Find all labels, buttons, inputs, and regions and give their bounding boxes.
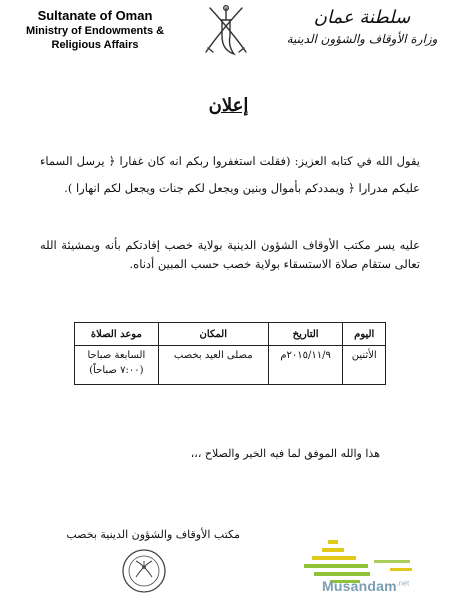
prayer-schedule-table	[74, 322, 386, 385]
english-header-line-3: Religious Affairs	[51, 39, 139, 51]
header-day: اليوم	[343, 323, 386, 346]
ministry-english-header	[20, 8, 170, 52]
arabic-header-line-1: سلطنة عمان	[313, 7, 411, 28]
ministry-arabic-header	[277, 6, 447, 48]
prayer-time-clock: (٧:٠٠ صباحاً)	[89, 365, 144, 376]
announcement-title: إعلان	[208, 95, 249, 116]
cell-prayer-time	[75, 346, 159, 385]
table-row	[75, 346, 386, 385]
announcement-paragraph: عليه يسر مكتب الأوقاف الشؤون الدينية بولاية خصب إفادتكم بأنه وبمشيئة الله تعالى ستقام صلاة الاستسقاء بولاية خصب حسب المبين أدناه.	[40, 238, 420, 271]
watermark-site-name: Musandam	[322, 578, 397, 594]
oman-emblem-icon	[200, 2, 252, 60]
english-header-line-1: Sultanate of Oman	[37, 8, 153, 23]
quran-verse-paragraph: يقول الله في كتابه العزيز: (فقلت استغفروا ربكم انه كان غفارا ﴿ يرسل السماء عليكم مدرارا ﴿ ويمددكم بأموال وبنين ويجعل لكم جنات ويجعل لكم انهارا ).	[40, 154, 420, 195]
cell-date: ٢٠١٥/١١/٩م	[268, 346, 343, 385]
cell-place: مصلى العيد بخصب	[158, 346, 268, 385]
header-date: التاريخ	[268, 323, 343, 346]
office-signature: مكتب الأوقاف والشؤون الدينية بخصب	[66, 528, 240, 541]
prayer-time-text: السابعة صباحا	[87, 350, 146, 361]
official-stamp-icon	[120, 547, 168, 595]
table-header-row	[75, 323, 386, 346]
cell-day: الأثنين	[343, 346, 386, 385]
watermark-text	[322, 578, 409, 594]
header-prayer-time: موعد الصلاة	[75, 323, 159, 346]
closing-line: هذا والله الموفق لما فيه الخير والصلاح ،،،	[190, 447, 380, 460]
watermark-domain-suffix: .net	[396, 580, 410, 588]
english-header-line-2: Ministry of Endowments &	[25, 25, 165, 37]
header-place: المكان	[158, 323, 268, 346]
arabic-header-line-2: وزارة الأوقاف والشؤون الدينية	[286, 32, 438, 46]
